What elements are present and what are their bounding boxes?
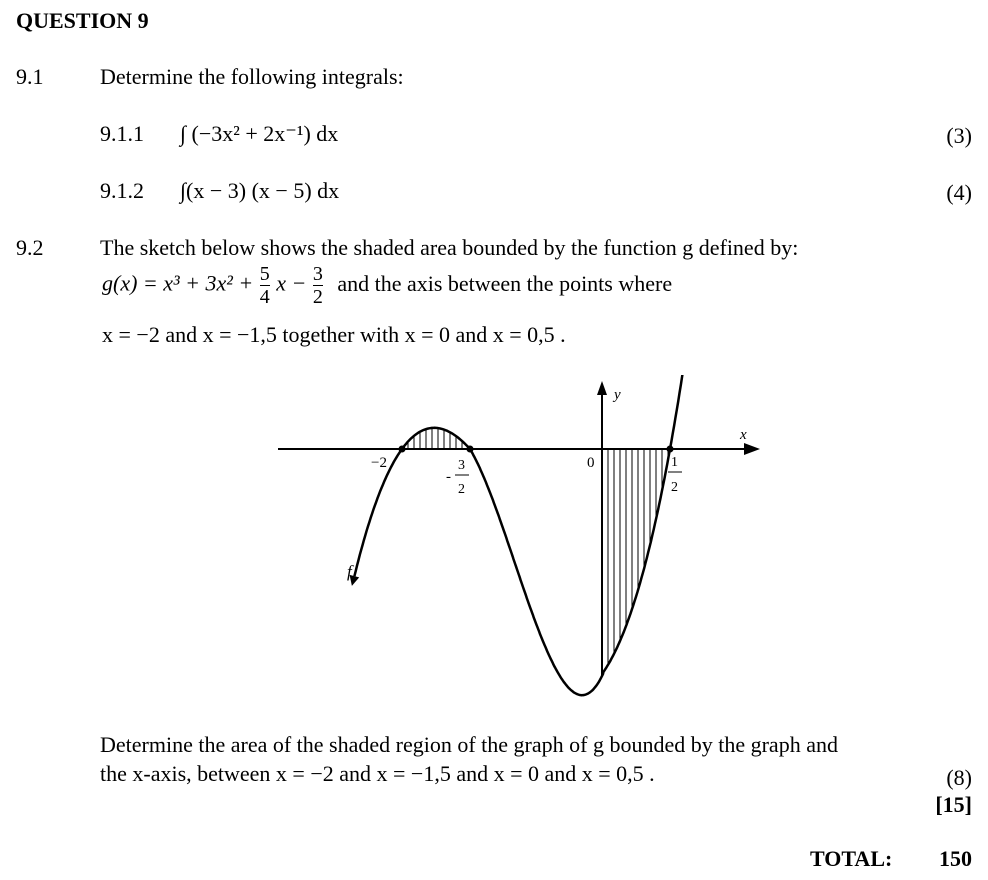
q91-text: Determine the following integrals: [100, 64, 404, 89]
q912-expression: ∫(x − 3) (x − 5) dx [180, 178, 340, 203]
q912-number: 9.1.2 [100, 178, 144, 203]
q92-line1: The sketch below shows the shaded area bounded by the function g defined by: [100, 235, 799, 260]
q92-number: 9.2 [16, 235, 44, 260]
tick-label-neg32-den: 2 [458, 482, 465, 497]
series-f-curve [354, 375, 686, 695]
tick-label-neg2: −2 [371, 455, 387, 471]
question-title: QUESTION 9 [16, 8, 149, 33]
curve-label-f: f [347, 562, 352, 581]
x-axis-arrow-icon [744, 443, 760, 455]
frac1-denominator: 4 [259, 286, 270, 308]
shaded-region-right [602, 445, 668, 685]
tick-label-half-den: 2 [671, 480, 678, 495]
x-axis-label: x [740, 427, 747, 443]
tick-label-neg32-sign: - [446, 469, 451, 485]
y-axis-label: y [614, 387, 621, 403]
frac2-denominator: 2 [312, 286, 323, 308]
function-line-tail: and the axis between the points where [337, 270, 673, 296]
root-point-neg32 [467, 446, 474, 453]
tick-label-neg32-num: 3 [458, 458, 465, 473]
frac1-numerator: 5 [259, 263, 270, 285]
tick-label-half-num: 1 [671, 455, 678, 470]
shaded-region-left [402, 395, 468, 455]
q92-instruction-line2: the x-axis, between x = −2 and x = −1,5 and x = 0 and x = 0,5 . [100, 761, 655, 786]
q92-instruction-line1: Determine the area of the shaded region of the graph of g bounded by the graph and [100, 732, 838, 757]
function-graph [270, 375, 770, 705]
q911-marks: (3) [946, 123, 972, 148]
total-value: 150 [939, 846, 972, 871]
root-point-neg2 [399, 446, 406, 453]
q92-line3: x = −2 and x = −1,5 together with x = 0 and x = 0,5 . [102, 322, 566, 347]
q912-marks: (4) [946, 180, 972, 205]
root-point-half [667, 446, 674, 453]
function-lhs: g(x) = x³ + 3x² + [102, 270, 254, 296]
function-mid: x − [276, 270, 307, 296]
q92-function-line [102, 264, 672, 307]
frac2-numerator: 3 [312, 263, 323, 285]
fraction-three-halves [313, 264, 323, 307]
fraction-five-quarters [260, 264, 270, 307]
q911-expression: ∫ (−3x² + 2x⁻¹) dx [180, 121, 339, 146]
origin-label: 0 [587, 455, 595, 471]
question-total-marks: [15] [935, 792, 972, 817]
q92-marks: (8) [946, 765, 972, 790]
total-label: TOTAL: [810, 846, 893, 871]
y-axis-arrow-icon [597, 381, 607, 395]
q91-number: 9.1 [16, 64, 44, 89]
q911-number: 9.1.1 [100, 121, 144, 146]
